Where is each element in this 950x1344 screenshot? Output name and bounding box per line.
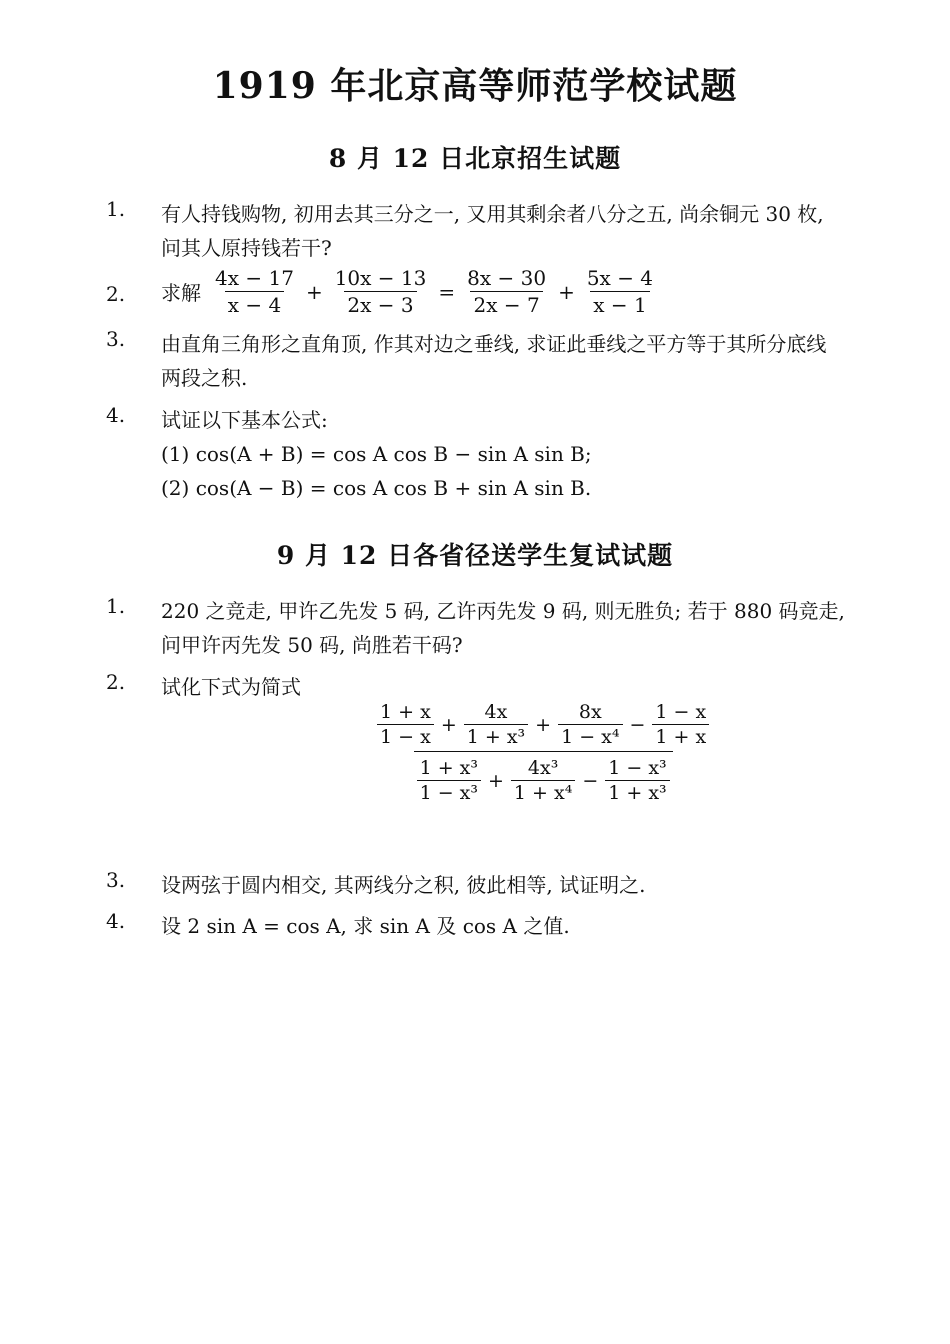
problem-number: 2. <box>106 670 126 694</box>
equation <box>161 265 659 318</box>
problem-number: 2. <box>106 282 126 306</box>
fraction-denominator: x − 1 <box>590 291 649 318</box>
problem-number: 3. <box>106 327 126 351</box>
fraction-numerator: 10x − 13 <box>334 266 427 290</box>
operator: + <box>558 279 575 304</box>
fraction <box>377 700 434 749</box>
fraction-numerator: 5x − 4 <box>586 266 654 290</box>
fraction-numerator: 1 + x <box>380 701 431 723</box>
fraction-numerator: 4x − 17 <box>215 266 294 290</box>
fraction-numerator: 1 − x <box>655 701 707 723</box>
problem-text <box>161 403 905 505</box>
fraction <box>605 756 669 805</box>
page-title: 1919 年北京高等师范学校试题 <box>212 65 738 107</box>
problem-line: 试化下式为简式 <box>161 675 301 699</box>
section-heading-2: 9 月 12 日各省径送学生复试试题 <box>276 541 674 570</box>
problem-text <box>161 868 905 902</box>
fraction-denominator: 1 + x³ <box>464 724 528 749</box>
fraction-denominator: x − 4 <box>225 291 284 318</box>
operator: + <box>305 279 323 304</box>
problem-line: 由直角三角形之直角顶, 作其对边之垂线, 求证此垂线之平方等于其所分底线 <box>161 332 827 356</box>
fraction <box>464 700 528 749</box>
fraction-denominator: 2x − 3 <box>344 291 416 318</box>
problem-number: 3. <box>106 868 126 892</box>
operator: + <box>440 713 457 736</box>
problem-line: 设两弦于圆内相交, 其两线分之积, 彼此相等, 试证明之. <box>161 873 646 897</box>
operator: − <box>582 769 599 792</box>
problem-line: 问甲许丙先发 50 码, 尚胜若干码? <box>161 633 463 657</box>
problem-line: 两段之积. <box>161 366 248 390</box>
fraction-denominator: 1 − x³ <box>417 780 481 805</box>
fraction-denominator: 1 + x³ <box>605 780 669 805</box>
fraction <box>584 265 656 318</box>
fraction <box>332 265 430 318</box>
fraction-numerator: 1 − x³ <box>608 757 667 779</box>
fraction-numerator: 8x − 30 <box>467 266 547 290</box>
equation-prefix: 求解 <box>161 281 201 305</box>
problem-line: 有人持钱购物, 初用去其三分之一, 又用其剩余者八分之五, 尚余铜元 30 枚, <box>161 202 824 226</box>
formula-line: (1) cos(A + B) = cos A cos B − sin A sin B; <box>161 442 592 466</box>
problem-line: 问其人原持钱若干? <box>161 236 332 260</box>
fraction <box>511 756 575 805</box>
operator: = <box>438 279 456 304</box>
problem-line: 试证以下基本公式: <box>161 408 328 432</box>
problem-text <box>161 197 905 265</box>
fraction <box>652 700 709 749</box>
fraction-denominator: 1 + x⁴ <box>511 780 575 805</box>
fraction <box>417 756 481 805</box>
problem-line: 220 之竞走, 甲许乙先发 5 码, 乙许丙先发 9 码, 则无胜负; 若于 880 码竞走, <box>161 599 845 623</box>
fraction <box>212 265 297 318</box>
problem-text <box>161 594 905 662</box>
fraction <box>558 700 622 749</box>
problem-text <box>161 670 905 704</box>
compound-numerator <box>374 700 712 749</box>
compound-fraction <box>374 700 712 805</box>
problem-equation <box>161 265 905 318</box>
fraction-numerator: 1 + x³ <box>419 757 478 779</box>
problem-number: 1. <box>106 594 126 618</box>
problem-text <box>161 909 905 943</box>
problem-number: 4. <box>106 403 126 427</box>
fraction-denominator: 1 − x <box>377 724 434 749</box>
fraction-numerator: 4x³ <box>527 757 559 779</box>
fraction-denominator: 2x − 7 <box>470 291 542 318</box>
fraction-denominator: 1 + x <box>652 724 709 749</box>
compound-denominator <box>414 751 673 805</box>
operator: − <box>629 713 646 736</box>
problem-number: 1. <box>106 197 126 221</box>
fraction-numerator: 8x <box>578 701 602 723</box>
fraction <box>464 265 549 318</box>
section-heading-1: 8 月 12 日北京招生试题 <box>328 144 622 173</box>
problem-number: 4. <box>106 909 126 933</box>
problem-line: 设 2 sin A = cos A, 求 sin A 及 cos A 之值. <box>161 914 570 938</box>
formula-line: (2) cos(A − B) = cos A cos B + sin A sin B. <box>161 476 592 500</box>
problem-text <box>161 327 905 395</box>
fraction-denominator: 1 − x⁴ <box>558 724 622 749</box>
operator: + <box>487 769 504 792</box>
fraction-numerator: 4x <box>484 701 508 723</box>
operator: + <box>535 713 552 736</box>
